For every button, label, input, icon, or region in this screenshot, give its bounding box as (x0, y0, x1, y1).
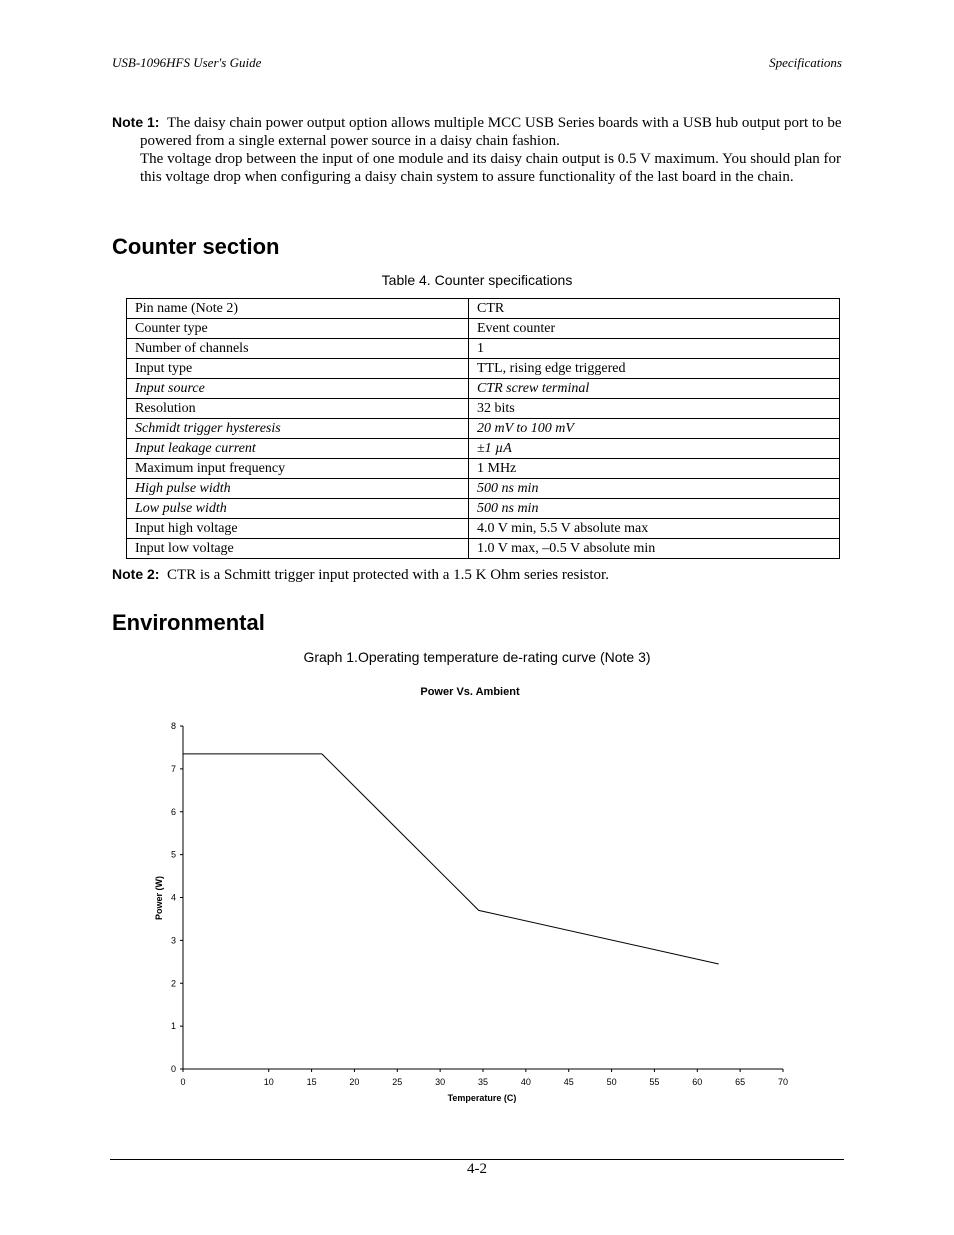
y-tick-label: 6 (170, 806, 176, 817)
spec-name-cell: Input high voltage (127, 519, 469, 539)
y-tick-label: 3 (170, 935, 176, 946)
x-tick-label: 65 (735, 1077, 746, 1087)
table-row (127, 499, 840, 519)
spec-name-cell: Schmidt trigger hysteresis (127, 419, 469, 439)
x-tick-label: 50 (606, 1077, 617, 1087)
footer-divider (110, 1159, 844, 1160)
spec-value-cell: CTR screw terminal (469, 379, 840, 399)
table-row (127, 419, 840, 439)
x-tick-label: 35 (477, 1077, 489, 1087)
table-row (127, 359, 840, 379)
spec-value-cell: 500 ns min (469, 479, 840, 499)
note-2-text: CTR is a Schmitt trigger input protected with a 1.5 K Ohm series resistor. (166, 567, 609, 583)
y-tick-label: 0 (170, 1064, 176, 1074)
y-tick-label: 8 (170, 721, 176, 731)
table-row (127, 439, 840, 459)
spec-value-cell: 1.0 V max, –0.5 V absolute min (469, 539, 840, 559)
spec-name-cell: Input low voltage (127, 539, 469, 559)
page-number: 4-2 (467, 1161, 487, 1177)
y-tick-label: 1 (170, 1021, 176, 1032)
series-line (183, 754, 719, 964)
environmental-section-title: Environmental (112, 610, 265, 635)
counter-section-title: Counter section (112, 234, 280, 259)
spec-name-cell: Resolution (127, 399, 469, 419)
y-tick-label: 4 (170, 892, 176, 903)
spec-value-cell: 32 bits (469, 399, 840, 419)
spec-name-cell: Low pulse width (127, 499, 469, 519)
y-tick-label: 2 (170, 978, 176, 989)
spec-name-cell: Maximum input frequency (127, 459, 469, 479)
spec-name-cell: Input source (127, 379, 469, 399)
table-row (127, 539, 840, 559)
x-tick-label: 0 (180, 1077, 186, 1087)
x-tick-label: 45 (563, 1077, 574, 1087)
spec-name-cell: Input type (127, 359, 469, 379)
x-axis-label: Temperature (C) (447, 1093, 517, 1103)
table-row (127, 299, 840, 319)
x-tick-label: 40 (520, 1077, 531, 1087)
spec-value-cell: CTR (469, 299, 840, 319)
x-tick-label: 60 (692, 1077, 703, 1087)
spec-name-cell: Counter type (127, 319, 469, 339)
note-1-text: The daisy chain power output option allows multiple MCC USB Series boards with a USB hub output port to be powered from a single external power source in a daisy chain fashion. (140, 115, 842, 149)
x-tick-label: 30 (435, 1077, 446, 1087)
x-tick-label: 55 (649, 1077, 660, 1087)
y-tick-label: 7 (170, 763, 176, 774)
x-tick-label: 70 (777, 1077, 789, 1087)
spec-value-cell: Event counter (469, 319, 840, 339)
power-vs-ambient-chart (140, 680, 820, 1120)
note-1 (112, 113, 842, 186)
spec-value-cell: 20 mV to 100 mV (469, 419, 840, 439)
y-axis-label: Power (W) (154, 876, 164, 920)
spec-value-cell: ±1 µA (469, 439, 840, 459)
spec-name-cell: High pulse width (127, 479, 469, 499)
spec-value-cell: 1 MHz (469, 459, 840, 479)
x-tick-label: 15 (306, 1077, 317, 1087)
x-tick-label: 25 (392, 1077, 403, 1087)
spec-name-cell: Number of channels (127, 339, 469, 359)
chart-title: Power Vs. Ambient (420, 686, 520, 698)
table-row (127, 459, 840, 479)
table-row (127, 319, 840, 339)
table-row (127, 339, 840, 359)
spec-value-cell: 500 ns min (469, 499, 840, 519)
spec-value-cell: TTL, rising edge triggered (469, 359, 840, 379)
y-tick-label: 5 (170, 849, 176, 860)
note-2-label: Note 2: (112, 566, 160, 582)
spec-value-cell: 4.0 V min, 5.5 V absolute max (469, 519, 840, 539)
x-tick-label: 20 (349, 1077, 360, 1087)
table-row (127, 399, 840, 419)
header-document-title: USB-1096HFS User's Guide (112, 55, 262, 70)
counter-table-caption: Table 4. Counter specifications (381, 272, 573, 288)
spec-value-cell: 1 (469, 339, 840, 359)
note-1-text-continued: The voltage drop between the input of one module and its daisy chain output is 0.5 V maximum. You should plan for this voltage drop when configuring a daisy chain system to assure functionality of the last board in the chain. (140, 151, 842, 185)
graph-caption: Graph 1.Operating temperature de-rating curve (Note 3) (303, 649, 651, 665)
table-row (127, 519, 840, 539)
note-2 (112, 565, 842, 584)
spec-name-cell: Pin name (Note 2) (127, 299, 469, 319)
table-row (127, 479, 840, 499)
spec-name-cell: Input leakage current (127, 439, 469, 459)
header-chapter-title: Specifications (769, 55, 842, 70)
counter-spec-table (126, 298, 840, 559)
note-1-label: Note 1: (112, 114, 160, 130)
table-row (127, 379, 840, 399)
x-tick-label: 10 (263, 1077, 274, 1087)
